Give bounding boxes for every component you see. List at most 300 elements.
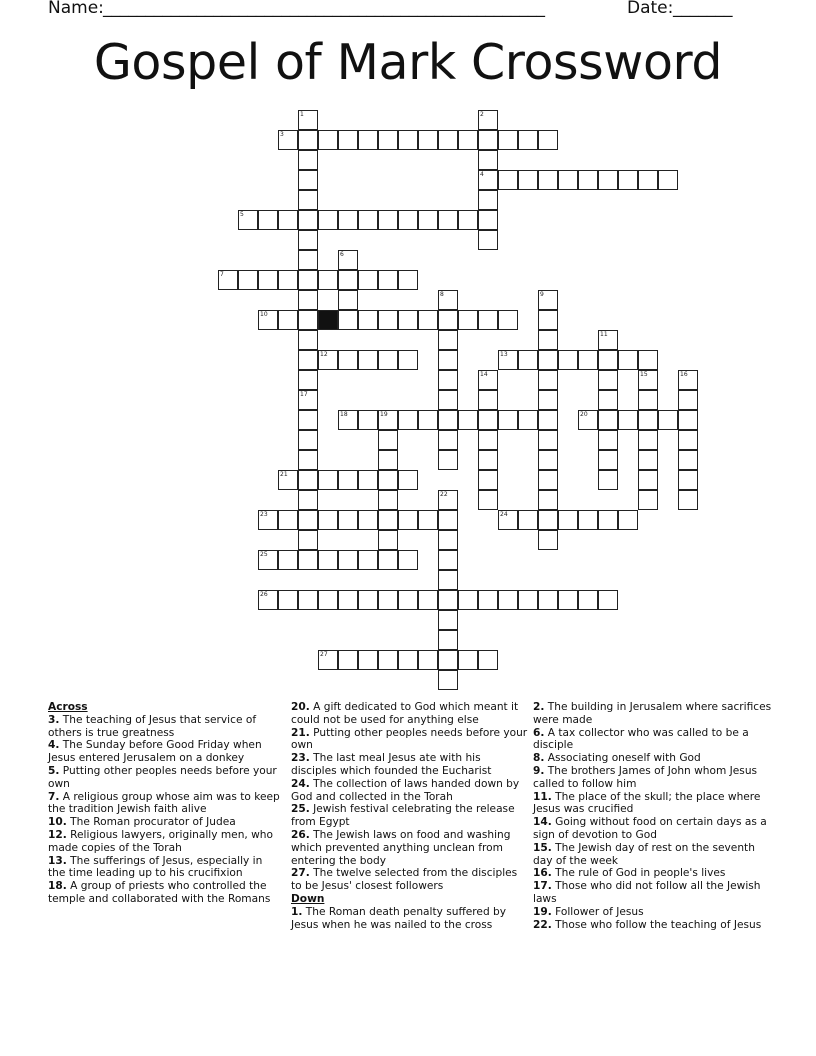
across-clue xyxy=(291,829,529,867)
grid-cell[interactable] xyxy=(638,170,658,190)
grid-cell[interactable] xyxy=(478,310,498,330)
clue-number: 23 xyxy=(260,511,268,518)
grid-cell[interactable] xyxy=(478,470,498,490)
grid-cell[interactable] xyxy=(538,330,558,350)
grid-cell[interactable] xyxy=(638,450,658,470)
grid-cell[interactable] xyxy=(338,550,358,570)
grid-cell[interactable] xyxy=(478,110,498,130)
down-clue xyxy=(533,880,773,906)
grid-cell[interactable] xyxy=(378,550,398,570)
grid-cell[interactable] xyxy=(358,650,378,670)
grid-cell[interactable] xyxy=(678,370,698,390)
grid-cell[interactable] xyxy=(338,590,358,610)
grid-cell[interactable] xyxy=(298,490,318,510)
clue-number: 11 xyxy=(600,331,608,338)
clue-number-label: 22. xyxy=(533,918,552,931)
grid-cell[interactable] xyxy=(458,310,478,330)
grid-cell[interactable] xyxy=(378,130,398,150)
grid-cell[interactable] xyxy=(478,650,498,670)
grid-cell[interactable] xyxy=(478,450,498,470)
grid-cell[interactable] xyxy=(438,410,458,430)
grid-cell[interactable] xyxy=(538,170,558,190)
grid-cell[interactable] xyxy=(378,270,398,290)
name-field[interactable]: ____________________________________________________ xyxy=(103,0,545,18)
grid-cell[interactable] xyxy=(438,370,458,390)
grid-cell[interactable] xyxy=(298,530,318,550)
grid-cell[interactable] xyxy=(418,590,438,610)
grid-cell[interactable] xyxy=(358,270,378,290)
grid-cell[interactable] xyxy=(398,470,418,490)
grid-cell[interactable] xyxy=(238,270,258,290)
grid-cell[interactable] xyxy=(298,410,318,430)
grid-cell[interactable] xyxy=(358,510,378,530)
grid-cell[interactable] xyxy=(538,310,558,330)
grid-cell[interactable] xyxy=(478,490,498,510)
grid-cell[interactable] xyxy=(678,430,698,450)
grid-cell[interactable] xyxy=(538,350,558,370)
grid-cell[interactable] xyxy=(438,550,458,570)
grid-cell[interactable] xyxy=(298,170,318,190)
grid-cell[interactable] xyxy=(678,490,698,510)
clue-number: 19 xyxy=(380,411,388,418)
clue-number: 4 xyxy=(480,171,484,178)
grid-cell[interactable] xyxy=(298,330,318,350)
clues-column-1 xyxy=(48,701,280,906)
grid-cell[interactable] xyxy=(538,370,558,390)
grid-cell[interactable] xyxy=(438,310,458,330)
date-label: Date: xyxy=(627,0,674,18)
grid-cell[interactable] xyxy=(538,290,558,310)
grid-cell[interactable] xyxy=(258,210,278,230)
grid-cell[interactable] xyxy=(558,350,578,370)
clue-number: 16 xyxy=(680,371,688,378)
grid-cell[interactable] xyxy=(538,430,558,450)
clue-number: 5 xyxy=(240,211,244,218)
grid-cell[interactable] xyxy=(618,410,638,430)
grid-cell[interactable] xyxy=(298,270,318,290)
grid-cell[interactable] xyxy=(598,590,618,610)
grid-cell[interactable] xyxy=(558,170,578,190)
grid-cell[interactable] xyxy=(378,450,398,470)
grid-cell[interactable] xyxy=(478,130,498,150)
clue-text: The brothers James of John whom Jesus called to follow him xyxy=(533,764,758,790)
grid-cell[interactable] xyxy=(338,350,358,370)
grid-cell[interactable] xyxy=(578,410,598,430)
down-heading: Down xyxy=(291,892,325,905)
grid-cell[interactable] xyxy=(338,310,358,330)
clue-number: 26 xyxy=(260,591,268,598)
grid-cell[interactable] xyxy=(358,470,378,490)
grid-cell[interactable] xyxy=(678,450,698,470)
clue-text: Jewish festival celebrating the release from Egypt xyxy=(291,803,515,829)
grid-cell[interactable] xyxy=(398,310,418,330)
grid-cell[interactable] xyxy=(678,470,698,490)
grid-cell[interactable] xyxy=(498,410,518,430)
grid-cell[interactable] xyxy=(338,210,358,230)
grid-cell[interactable] xyxy=(298,550,318,570)
grid-cell[interactable] xyxy=(678,410,698,430)
grid-cell[interactable] xyxy=(438,290,458,310)
clue-number: 6 xyxy=(340,251,344,258)
grid-cell[interactable] xyxy=(638,370,658,390)
grid-cell[interactable] xyxy=(278,590,298,610)
grid-cell[interactable] xyxy=(378,510,398,530)
grid-cell[interactable] xyxy=(538,490,558,510)
grid-cell[interactable] xyxy=(398,650,418,670)
clue-number-label: 1. xyxy=(291,905,303,918)
grid-cell[interactable] xyxy=(338,510,358,530)
grid-cell[interactable] xyxy=(318,550,338,570)
across-clue xyxy=(48,765,280,791)
grid-cell[interactable] xyxy=(398,130,418,150)
grid-cell[interactable] xyxy=(438,630,458,650)
grid-cell[interactable] xyxy=(638,410,658,430)
grid-cell[interactable] xyxy=(578,170,598,190)
grid-cell[interactable] xyxy=(378,210,398,230)
grid-cell[interactable] xyxy=(598,170,618,190)
grid-cell[interactable] xyxy=(538,130,558,150)
grid-cell[interactable] xyxy=(538,390,558,410)
clue-number: 15 xyxy=(640,371,648,378)
grid-cell[interactable] xyxy=(498,510,518,530)
grid-cell[interactable] xyxy=(418,650,438,670)
grid-cell[interactable] xyxy=(438,490,458,510)
clue-text: The Jewish day of rest on the seventh day of the week xyxy=(533,841,755,867)
grid-cell[interactable] xyxy=(518,510,538,530)
grid-cell[interactable] xyxy=(618,510,638,530)
grid-cell[interactable] xyxy=(298,190,318,210)
clue-number-label: 4. xyxy=(48,739,60,752)
clue-number-label: 26. xyxy=(291,828,310,841)
grid-cell[interactable] xyxy=(318,210,338,230)
grid-cell[interactable] xyxy=(258,310,278,330)
grid-cell[interactable] xyxy=(478,370,498,390)
grid-cell[interactable] xyxy=(438,530,458,550)
clue-number-label: 14. xyxy=(533,816,552,829)
across-clue xyxy=(48,816,280,829)
clue-text: The last meal Jesus ate with his disciples which founded the Eucharist xyxy=(291,752,492,777)
grid-cell[interactable] xyxy=(498,170,518,190)
grid-cell[interactable] xyxy=(398,550,418,570)
grid-cell[interactable] xyxy=(478,190,498,210)
across-clue xyxy=(48,739,280,765)
clue-number: 9 xyxy=(540,291,544,298)
grid-cell[interactable] xyxy=(338,250,358,270)
grid-cell[interactable] xyxy=(258,510,278,530)
grid-cell[interactable] xyxy=(418,210,438,230)
grid-cell[interactable] xyxy=(478,230,498,250)
clue-text: Follower of Jesus xyxy=(551,905,644,918)
grid-cell[interactable] xyxy=(358,210,378,230)
down-clue xyxy=(533,752,773,765)
grid-cell[interactable] xyxy=(278,510,298,530)
grid-cell[interactable] xyxy=(438,430,458,450)
grid-cell[interactable] xyxy=(278,210,298,230)
grid-cell[interactable] xyxy=(438,610,458,630)
grid-cell[interactable] xyxy=(538,410,558,430)
clue-number: 27 xyxy=(320,651,328,658)
grid-cell[interactable] xyxy=(598,470,618,490)
grid-cell[interactable] xyxy=(538,450,558,470)
grid-cell[interactable] xyxy=(678,390,698,410)
grid-cell[interactable] xyxy=(258,590,278,610)
grid-cell[interactable] xyxy=(398,510,418,530)
down-clue-list-continued xyxy=(533,701,773,931)
grid-cell[interactable] xyxy=(338,410,358,430)
across-clue xyxy=(291,727,529,753)
grid-cell[interactable] xyxy=(458,130,478,150)
clue-text: Going without food on certain days as a sign of devotion to God xyxy=(533,816,767,841)
clue-number-label: 11. xyxy=(533,790,552,803)
across-clue xyxy=(291,701,529,727)
grid-cell[interactable] xyxy=(598,330,618,350)
grid-cell[interactable] xyxy=(378,490,398,510)
grid-cell[interactable] xyxy=(438,570,458,590)
grid-cell[interactable] xyxy=(398,350,418,370)
across-clue xyxy=(291,867,529,893)
grid-cell[interactable] xyxy=(298,510,318,530)
clue-text: The Roman death penalty suffered by Jesus when he was nailed to the cross xyxy=(291,905,507,931)
grid-cell[interactable] xyxy=(378,350,398,370)
grid-cell[interactable] xyxy=(638,390,658,410)
grid-cell[interactable] xyxy=(278,550,298,570)
grid-cell[interactable] xyxy=(578,590,598,610)
grid-cell[interactable] xyxy=(438,390,458,410)
grid-cell[interactable] xyxy=(498,590,518,610)
clue-text: The Roman procurator of Judea xyxy=(66,816,236,829)
grid-cell[interactable] xyxy=(598,370,618,390)
grid-cell[interactable] xyxy=(438,510,458,530)
grid-cell[interactable] xyxy=(598,390,618,410)
clue-text: A gift dedicated to God which meant it could not be used for anything else xyxy=(291,701,519,726)
grid-cell[interactable] xyxy=(638,430,658,450)
grid-cell[interactable] xyxy=(438,650,458,670)
grid-cell[interactable] xyxy=(638,470,658,490)
grid-cell[interactable] xyxy=(358,130,378,150)
clue-number: 14 xyxy=(480,371,488,378)
clue-number: 13 xyxy=(500,351,508,358)
clue-number-label: 9. xyxy=(533,764,545,777)
down-clue xyxy=(533,765,773,791)
grid-cell[interactable] xyxy=(438,350,458,370)
grid-cell[interactable] xyxy=(538,590,558,610)
grid-cell[interactable] xyxy=(478,390,498,410)
grid-cell[interactable] xyxy=(358,410,378,430)
grid-cell[interactable] xyxy=(398,270,418,290)
grid-cell[interactable] xyxy=(538,510,558,530)
grid-cell[interactable] xyxy=(458,590,478,610)
grid-cell[interactable] xyxy=(438,130,458,150)
grid-cell[interactable] xyxy=(578,510,598,530)
grid-cell[interactable] xyxy=(298,130,318,150)
grid-cell[interactable] xyxy=(398,410,418,430)
grid-cell[interactable] xyxy=(338,270,358,290)
grid-cell[interactable] xyxy=(418,410,438,430)
grid-cell[interactable] xyxy=(318,510,338,530)
grid-cell[interactable] xyxy=(438,210,458,230)
grid-cell[interactable] xyxy=(538,530,558,550)
clue-number: 2 xyxy=(480,111,484,118)
grid-cell[interactable] xyxy=(438,590,458,610)
grid-cell[interactable] xyxy=(298,290,318,310)
grid-cell[interactable] xyxy=(618,350,638,370)
grid-cell[interactable] xyxy=(478,150,498,170)
grid-cell[interactable] xyxy=(298,370,318,390)
grid-cell[interactable] xyxy=(638,350,658,370)
grid-cell[interactable] xyxy=(478,210,498,230)
grid-cell[interactable] xyxy=(318,590,338,610)
across-clue xyxy=(48,855,280,881)
across-clue xyxy=(291,752,529,778)
grid-cell[interactable] xyxy=(298,110,318,130)
grid-cell[interactable] xyxy=(298,350,318,370)
grid-cell[interactable] xyxy=(598,410,618,430)
grid-cell[interactable] xyxy=(358,310,378,330)
grid-cell[interactable] xyxy=(598,430,618,450)
grid-cell[interactable] xyxy=(438,330,458,350)
grid-cell[interactable] xyxy=(538,470,558,490)
grid-cell[interactable] xyxy=(318,270,338,290)
clue-number-label: 16. xyxy=(533,867,552,880)
grid-cell[interactable] xyxy=(638,490,658,510)
clue-number: 21 xyxy=(280,471,288,478)
grid-cell[interactable] xyxy=(378,470,398,490)
grid-cell[interactable] xyxy=(258,550,278,570)
grid-cell[interactable] xyxy=(338,130,358,150)
grid-cell[interactable] xyxy=(298,450,318,470)
grid-cell[interactable] xyxy=(338,650,358,670)
clue-text: Those who did not follow all the Jewish laws xyxy=(533,880,761,905)
grid-cell[interactable] xyxy=(658,410,678,430)
grid-cell[interactable] xyxy=(398,210,418,230)
grid-cell[interactable] xyxy=(418,510,438,530)
grid-cell[interactable] xyxy=(398,590,418,610)
clue-number: 12 xyxy=(320,351,328,358)
grid-cell[interactable] xyxy=(498,310,518,330)
page-title: Gospel of Mark Crossword xyxy=(93,34,723,91)
grid-cell[interactable] xyxy=(278,310,298,330)
grid-cell[interactable] xyxy=(298,230,318,250)
grid-cell[interactable] xyxy=(598,510,618,530)
clue-number-label: 8. xyxy=(533,752,545,765)
grid-cell[interactable] xyxy=(558,510,578,530)
grid-cell[interactable] xyxy=(378,590,398,610)
grid-cell[interactable] xyxy=(598,450,618,470)
clue-number: 18 xyxy=(340,411,348,418)
black-cell xyxy=(318,310,338,330)
grid-cell[interactable] xyxy=(318,350,338,370)
grid-cell[interactable] xyxy=(338,290,358,310)
down-clue xyxy=(533,842,773,868)
clue-text: Those who follow the teaching of Jesus xyxy=(551,918,762,931)
grid-cell[interactable] xyxy=(458,650,478,670)
grid-cell[interactable] xyxy=(618,170,638,190)
grid-cell[interactable] xyxy=(478,170,498,190)
grid-cell[interactable] xyxy=(378,650,398,670)
grid-cell[interactable] xyxy=(378,310,398,330)
grid-cell[interactable] xyxy=(518,350,538,370)
grid-cell[interactable] xyxy=(298,590,318,610)
grid-cell[interactable] xyxy=(298,250,318,270)
grid-cell[interactable] xyxy=(558,590,578,610)
down-clue xyxy=(533,867,773,880)
grid-cell[interactable] xyxy=(358,550,378,570)
grid-cell[interactable] xyxy=(318,130,338,150)
grid-cell[interactable] xyxy=(478,590,498,610)
down-clue xyxy=(533,919,773,932)
clue-number: 20 xyxy=(580,411,588,418)
grid-cell[interactable] xyxy=(298,470,318,490)
grid-cell[interactable] xyxy=(518,410,538,430)
grid-cell[interactable] xyxy=(438,670,458,690)
grid-cell[interactable] xyxy=(298,210,318,230)
clue-number-label: 25. xyxy=(291,803,310,816)
grid-cell[interactable] xyxy=(518,170,538,190)
grid-cell[interactable] xyxy=(658,170,678,190)
grid-cell[interactable] xyxy=(478,410,498,430)
down-clue xyxy=(533,816,773,842)
across-clue xyxy=(48,791,280,817)
clue-number-label: 12. xyxy=(48,828,67,841)
clue-number: 1 xyxy=(300,111,304,118)
grid-cell[interactable] xyxy=(458,410,478,430)
across-clue xyxy=(48,829,280,855)
clue-number: 25 xyxy=(260,551,268,558)
grid-cell[interactable] xyxy=(378,530,398,550)
grid-cell[interactable] xyxy=(238,210,258,230)
grid-cell[interactable] xyxy=(298,430,318,450)
grid-cell[interactable] xyxy=(318,470,338,490)
down-clue-list xyxy=(291,906,529,932)
across-clue xyxy=(48,714,280,740)
grid-cell[interactable] xyxy=(358,350,378,370)
clue-number-label: 27. xyxy=(291,867,310,880)
grid-cell[interactable] xyxy=(598,350,618,370)
grid-cell[interactable] xyxy=(298,150,318,170)
grid-cell[interactable] xyxy=(318,650,338,670)
grid-cell[interactable] xyxy=(218,270,238,290)
grid-cell[interactable] xyxy=(278,270,298,290)
across-clue-list-continued xyxy=(291,701,529,893)
down-clue xyxy=(533,906,773,919)
date-field[interactable]: _______ xyxy=(673,0,733,18)
grid-cell[interactable] xyxy=(518,590,538,610)
grid-cell[interactable] xyxy=(498,350,518,370)
grid-cell[interactable] xyxy=(418,310,438,330)
grid-cell[interactable] xyxy=(438,450,458,470)
grid-cell[interactable] xyxy=(278,130,298,150)
grid-cell[interactable] xyxy=(258,270,278,290)
grid-cell[interactable] xyxy=(338,470,358,490)
grid-cell[interactable] xyxy=(478,430,498,450)
grid-cell[interactable] xyxy=(498,130,518,150)
grid-cell[interactable] xyxy=(378,430,398,450)
clue-text: Religious lawyers, originally men, who made copies of the Torah xyxy=(48,828,274,854)
grid-cell[interactable] xyxy=(378,410,398,430)
clue-number: 17 xyxy=(300,391,308,398)
grid-cell[interactable] xyxy=(298,310,318,330)
grid-cell[interactable] xyxy=(418,130,438,150)
grid-cell[interactable] xyxy=(458,210,478,230)
clue-text: The teaching of Jesus that service of others is true greatness xyxy=(48,713,257,739)
grid-cell[interactable] xyxy=(278,470,298,490)
down-clue xyxy=(533,701,773,727)
grid-cell[interactable] xyxy=(358,590,378,610)
grid-cell[interactable] xyxy=(298,390,318,410)
clue-text: The Sunday before Good Friday when Jesus entered Jerusalem on a donkey xyxy=(48,739,262,765)
grid-cell[interactable] xyxy=(578,350,598,370)
grid-cell[interactable] xyxy=(518,130,538,150)
